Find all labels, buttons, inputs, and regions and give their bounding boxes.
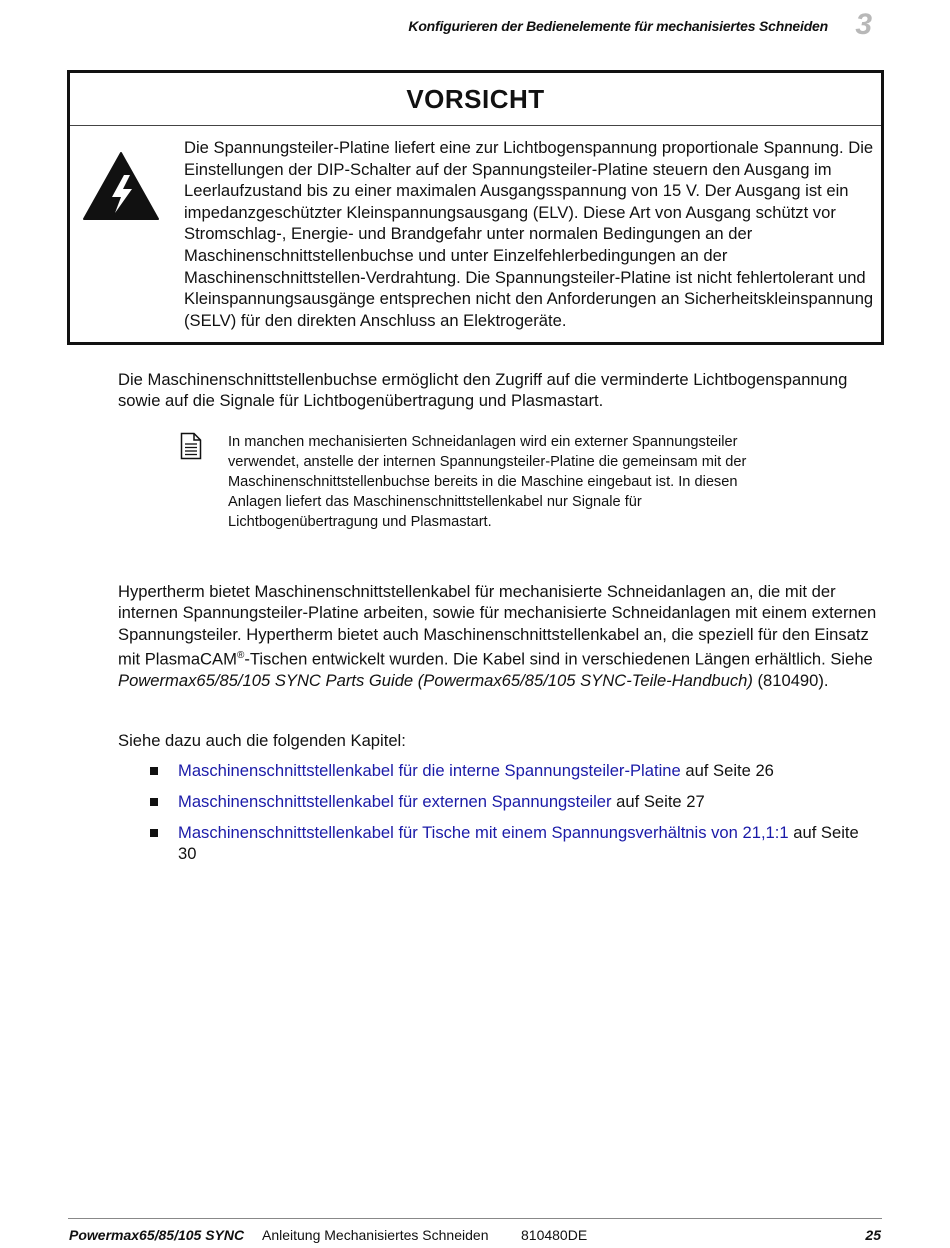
chapter-links-list <box>148 760 868 874</box>
list-item <box>148 822 868 865</box>
registered-mark: ® <box>236 650 245 662</box>
bullet-square-icon <box>150 798 158 806</box>
electrical-hazard-icon <box>82 151 160 221</box>
body-paragraph <box>118 581 880 692</box>
footer-product: Powermax65/85/105 SYNC <box>69 1227 245 1243</box>
caution-heading: VORSICHT <box>70 73 881 126</box>
list-item <box>148 791 868 812</box>
list-item <box>148 760 868 781</box>
note-text: In manchen mechanisierten Schneidanlagen wird ein externer Spannungsteiler verwendet, anstelle der internen Spannungsteiler-Platine die gemeinsam mit der Maschinenschnittstellenbuchse bereits in die Maschine eingebaut ist. In diesen Anlagen liefert das Maschinenschnittstellenkabel nur Signale für Lichtbogenübertragung und Plasmastart. <box>228 434 747 530</box>
link-external-voltage-divider[interactable]: Maschinenschnittstellenkabel für externen Spannungsteiler <box>178 791 612 811</box>
parts-guide-number: (810490). <box>752 671 829 691</box>
page-reference: auf Seite 30 <box>178 822 859 864</box>
parts-guide-title: Powermax65/85/105 SYNC Parts Guide (Powermax65/85/105 SYNC-Teile-Handbuch) <box>118 671 753 691</box>
chapter-number: 3 <box>855 8 872 41</box>
caution-box <box>67 70 884 345</box>
bullet-square-icon <box>150 829 158 837</box>
bullet-square-icon <box>150 767 158 775</box>
link-internal-voltage-divider[interactable]: Maschinenschnittstellenkabel für die interne Spannungsteiler-Platine <box>178 761 681 780</box>
page-reference: auf Seite 27 <box>611 791 705 811</box>
page-number: 25 <box>865 1227 881 1243</box>
page-reference: auf Seite 26 <box>680 761 774 780</box>
intro-paragraph: Die Maschinenschnittstellenbuchse ermöglicht den Zugriff auf die verminderte Lichtbogenspannung sowie auf die Signale für Lichtbogenübertragung und Plasmastart. <box>118 370 848 411</box>
link-tables-voltage-ratio[interactable]: Maschinenschnittstellenkabel für Tische mit einem Spannungsverhältnis von 21,1:1 <box>178 822 789 842</box>
caution-text: Die Spannungsteiler-Platine liefert eine zur Lichtbogenspannung proportionale Spannung. Die Einstellungen der DIP-Schalter auf der Spannungsteiler-Platine steuern den Ausgang im Leerlaufzustand bis zu einer maximalen Ausgangsspannung von 15 V. Der Ausgang ist ein impedanzgeschützter Kleinspannungsausgang (ELV). Diese Art von Ausgang schützt vor Stromschlag-, Energie- und Brandgefahr unter normalen Bedingungen an der Maschinenschnittstellenbuchse und unter Einzelfehlerbedingungen an der Maschinenschnittstellen-Verdrahtung. Die Spannungsteiler-Platine ist nicht fehlertolerant und Kleinspannungsausgänge entsprechen nicht den Anforderungen an Sicherheitskleinspannung (SELV) für den direkten Anschluss an Elektrogeräte. <box>184 138 874 330</box>
footer-divider <box>68 1218 882 1219</box>
footer-part-number: 810480DE <box>521 1227 588 1243</box>
footer-document-title: Anleitung Mechanisiertes Schneiden <box>262 1227 489 1243</box>
see-also-text: Siehe dazu auch die folgenden Kapitel: <box>118 731 406 750</box>
body-text-2: -Tischen entwickelt wurden. Die Kabel sind in verschiedenen Längen erhältlich. Siehe <box>244 649 873 669</box>
header-title: Konfigurieren der Bedienelemente für mechanisiertes Schneiden <box>408 18 828 34</box>
note-document-icon <box>180 432 202 460</box>
body-text-1: Hypertherm bietet Maschinenschnittstellenkabel für mechanisierte Schneidanlagen an, die mit der internen Spannungsteiler-Platine arbeiten, sowie für mechanisierte Schneidanlagen mit einem externen Spannungsteiler. Hypertherm bietet auch Maschinenschnittstellenkabel an, die speziell für den Einsatz mit PlasmaCAM <box>118 582 877 669</box>
